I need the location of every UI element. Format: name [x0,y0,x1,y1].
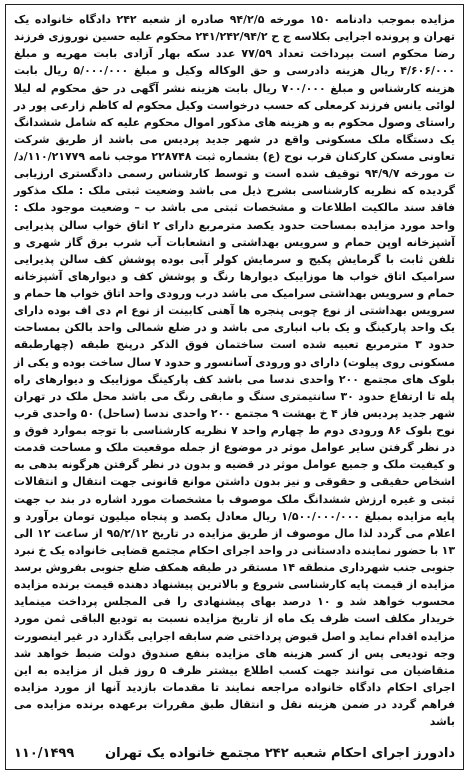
reference-number: ۱۱۰/۱۴۹۹ [14,746,75,761]
notice-body-text: مزایده بموجب دادنامه ۱۵۰ مورخه ۹۴/۲/۵ صادره از شعبه ۲۴۲ دادگاه خانواده یک تهران و پرونده اجرایی بکلاسه ج ح ۲۴۱/۲۴۲/۹۴/۲ محکوم علیه حسین نوروزی فرزند رضا محکوم است بپرداخت تعداد ۷۷/۵۹ عدد سکه بهار آزادی بابت مهریه و مبلغ ۴/۶۰۶/۰۰۰ ریال هزینه دادرسی و حق الوکاله وکیل و مبلغ ۵/۰۰۰/۰۰۰ ریال بابت هزینه کارشناس و مبلغ ۷۰۰/۰۰۰ ریال بابت هزینه نشر آگهی در حق محکوم له لیلا لوائی یانس فرزند کرمعلی که حسب درخواست وکیل محکوم له کاظم زارعی پور در راستای وصول محکوم به و هزینه های مذکور اموال محکوم علیه که شامل ششدانگ یک دستگاه ملک مسکونی واقع در شهر جدید پردیس می باشد از طریق شرکت تعاونی مسکن کارکنان قرب نوح (ع) بشماره ثبت ۲۲۸۷۴۸ موجب نامه ۱۱۰/۲۱۷۷۹/د/ت مورخه ۹۴/۹/۷ توقیف شده است و توسط کارشناس رسمی دادگستری ارزیابی گردیده که نظریه کارشناسی بشرح ذیل می باشد وضعیت ثبتی ملک : ملک مذکور فاقد سند مالکیت اطلاعات و مشخصات ثبتی می باشد ب – وضعیت موجود ملک : واحد مورد مزایده بمساحت حدود یکصد مترمربع دارای ۲ اتاق خواب سالن پذیرایی آشپزخانه اوپن حمام و سرویس بهداشتی و انشعابات آب شرب برق گاز شهری و تلفن ثابت با گرمایش پکیج و سرمایش کولر آبی بوده پوشش کف سالن پذیرایی سرامیک اتاق خواب ها موزاییک دیوارها رنگ و پوشش کف و دیوارهای آشپزخانه حمام و سرویس بهداشتی سرامیک می باشد درب ورودی واحد اتاق خواب ها حمام و سرویس بهداشتی از نوع چوبی پنجره ها آهنی کابینت از نوع ام دی اف بوده دارای یک واحد پارکینگ و یک باب انباری می باشد و در ضلع شمالی واحد بالکن بمساحت حدود ۳ مترمربع تعبیه شده است ساختمان فوق الذکر درپنج طبقه (چهارطبقه مسکونی روی پیلوت) دارای دو ورودی آسانسور و حدود ۷ سال ساخت بوده و یکی از بلوک های مجتمع ۲۰۰ واحدی ندسا می باشد کف پارکینگ موزاییک و دیوارهای راه پله تا ارتفاع حدود ۳۰ سانتیمتری سنگ و مابقی رنگ می باشد محل ملک در تهران شهر جدید پردیس فاز ۴ خ بهشت ۹ مجتمع ۲۰۰ واحدی ندسا (ساحل) ۵۰ واحدی قرب نوح بلوک ۸۶ ورودی دوم ط چهارم واحد ۷ نظریه کارشناسی با توجه بموارد فوق و در نظر گرفتن سایر عوامل موثر در موضوع از جمله موقعیت ملک و مساحت قدمت و کیفیت ملک و جمیع عوامل موثر در قضیه و بدون در نظر گرفتن هرگونه بدهی به اشخاص حقیقی و حقوقی و نیز بدون داشتن موانع قانونی جهت انتقال و انتقالات ثبتی و غیره ارزش ششدانگ ملک موصوف با مشخصات مورد اشاره در بند ب جهت پایه مزایده بمبلغ ۱/۵۰۰/۰۰۰/۰۰۰ ریال معادل یکصد و پنجاه میلیون تومان برآورد و اعلام می گردد لذا مال موصوف از طریق مزایده در تاریخ ۹۵/۲/۱۲ از ساعت ۱۲ الی ۱۳ با حضور نماینده دادستانی در واحد اجرای احکام مجتمع قضایی خانواده یک خ نبرد جنوبی جنب شهرداری منطقه ۱۴ مستقر در طبقه همکف ضلع جنوبی بفروش برسد مزایده از قیمت پایه کارشناسی شروع و بالاترین پیشنهاد دهنده قیمت برنده مزایده محسوب خواهد شد و ۱۰ درصد بهای پیشنهادی را فی المجلس پرداخت مینماید خریدار مکلف است ظرف یک ماه از تاریخ مزایده نسبت به تودیع الباقی ثمن مورد مزایده اقدام نماید و اصل قبوض پرداختی ضم سابقه اجرایی بگذارد در غیر اینصورت وجه تودیعی پس از کسر هزینه های مزایده بنفع صندوق دولت ضبط خواهد شد متقاضیان می توانند جهت کسب اطلاع بیشتر ظرف ۵ روز قبل از مزایده به این اجرای احکام دادگاه خانواده مراجعه نمایند تا مقدمات بازدید آنها از مورد مزایده فراهم گردد در ضمن هزینه نقل و انتقال طبق مقررات برعهده برنده مزایده می باشد [14,13,456,729]
notice-footer [14,746,455,761]
auction-notice [5,4,464,770]
issuer-signature: دادورز اجرای احکام شعبه ۲۴۲ مجتمع خانواده یک تهران [105,746,455,761]
